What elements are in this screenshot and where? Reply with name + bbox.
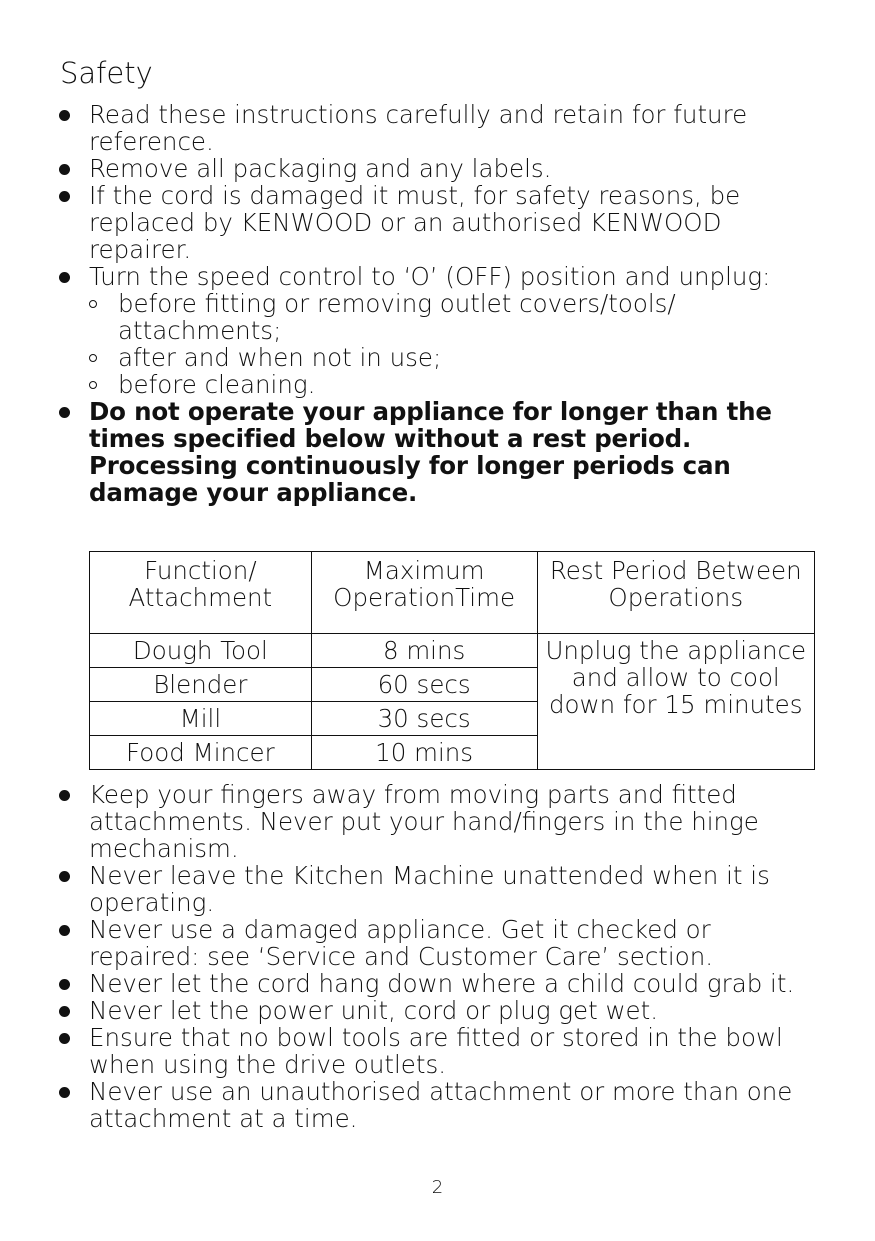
bullet-icon — [59, 871, 70, 882]
safety-list-top — [56, 101, 826, 506]
bullet-icon — [59, 1033, 70, 1044]
table-header-row — [90, 552, 815, 634]
bullet-icon — [59, 1006, 70, 1017]
list-item-text: Never let the cord hang down where a child could grab it. — [89, 969, 795, 998]
page-title: Safety — [60, 56, 153, 90]
sub-list-item — [89, 344, 826, 371]
list-item — [56, 997, 826, 1024]
cell-function: Mill — [90, 702, 312, 736]
sub-list — [89, 290, 826, 398]
cell-rest-period: Unplug the appliance and allow to cool down for 15 minutes — [537, 634, 814, 770]
list-item-text: Never use an unauthorised attachment or more than one attachment at a time. — [89, 1077, 793, 1133]
cell-time: 60 secs — [311, 668, 537, 702]
header-rest-period: Rest Period Between Operations — [537, 552, 814, 634]
list-item-text: Remove all packaging and any labels. — [89, 154, 552, 183]
bullet-icon — [59, 110, 70, 121]
list-item — [56, 916, 826, 970]
list-item — [56, 182, 826, 263]
hollow-bullet-icon — [89, 381, 97, 389]
bullet-icon — [59, 925, 70, 936]
list-item — [56, 1078, 826, 1132]
bullet-icon — [59, 272, 70, 283]
bullet-icon — [59, 979, 70, 990]
sub-list-item-text: before fitting or removing outlet covers/tools/ attachments; — [118, 289, 676, 345]
list-item-text: If the cord is damaged it must, for safety reasons, be replaced by KENWOOD or an authorised KENWOOD repairer. — [89, 181, 741, 264]
bullet-icon — [59, 407, 70, 418]
table-row — [90, 634, 815, 668]
list-item — [56, 781, 826, 862]
safety-list-bottom — [56, 781, 826, 1132]
list-item-text: Never let the power unit, cord or plug get wet. — [89, 996, 659, 1025]
list-item — [56, 101, 826, 155]
warning-text: Do not operate your appliance for longer than the times specified below without a rest period. Processing continuously for longer periods can damage your appliance. — [89, 397, 772, 507]
header-function: Function/ Attachment — [90, 552, 312, 634]
list-item-text: Read these instructions carefully and retain for future reference. — [89, 100, 748, 156]
bullet-icon — [59, 1087, 70, 1098]
cell-time: 8 mins — [311, 634, 537, 668]
list-item — [56, 970, 826, 997]
list-item-text: Ensure that no bowl tools are fitted or stored in the bowl when using the drive outlets. — [89, 1023, 783, 1079]
header-max-time: Maximum OperationTime — [311, 552, 537, 634]
list-item-text: Turn the speed control to ‘O’ (OFF) position and unplug: — [89, 262, 771, 291]
bullet-icon — [59, 191, 70, 202]
hollow-bullet-icon — [89, 354, 97, 362]
operation-times-table — [89, 551, 815, 770]
bullet-icon — [59, 790, 70, 801]
hollow-bullet-icon — [89, 300, 97, 308]
bullet-icon — [59, 164, 70, 175]
list-item — [56, 1024, 826, 1078]
list-item-text: Keep your fingers away from moving parts and fitted attachments. Never put your hand/fingers in the hinge mechanism. — [89, 780, 759, 863]
cell-function: Dough Tool — [90, 634, 312, 668]
list-item-text: Never use a damaged appliance. Get it checked or repaired: see ‘Service and Customer Care’ section. — [89, 915, 714, 971]
cell-time: 10 mins — [311, 736, 537, 770]
sub-list-item — [89, 371, 826, 398]
list-item-warning — [56, 398, 826, 506]
sub-list-item-text: before cleaning. — [118, 370, 316, 399]
list-item — [56, 862, 826, 916]
list-item — [56, 155, 826, 182]
cell-function: Food Mincer — [90, 736, 312, 770]
cell-function: Blender — [90, 668, 312, 702]
page-number: 2 — [431, 1177, 444, 1198]
sub-list-item — [89, 290, 826, 344]
list-item — [56, 263, 826, 398]
sub-list-item-text: after and when not in use; — [118, 343, 442, 372]
list-item-text: Never leave the Kitchen Machine unattended when it is operating. — [89, 861, 770, 917]
cell-time: 30 secs — [311, 702, 537, 736]
